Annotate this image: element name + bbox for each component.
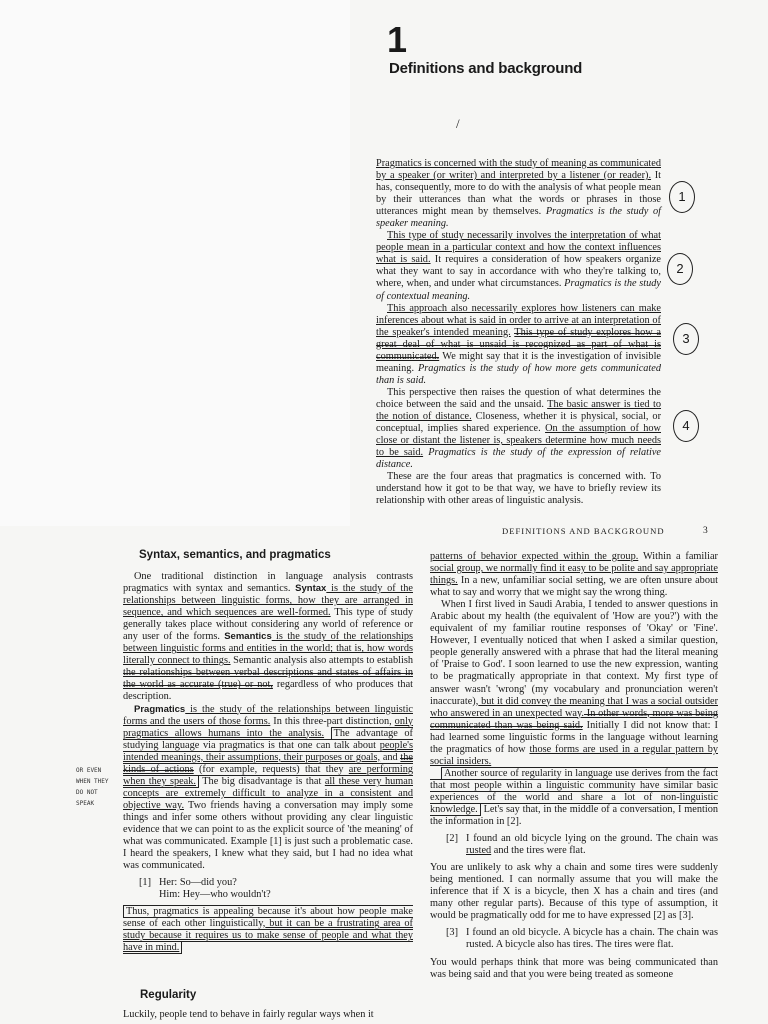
underlined-text: is the study of the relationships between linguistic forms and entities in the world; that is, how words literally connect to things. xyxy=(123,631,414,667)
body-text: Semantic analysis also attempts to establish xyxy=(230,655,413,667)
paragraph xyxy=(123,571,413,704)
paragraph xyxy=(430,862,718,922)
section-heading: Syntax, semantics, and pragmatics xyxy=(139,549,331,561)
term: Pragmatics xyxy=(134,703,186,715)
body-text: The big disadvantage is that xyxy=(198,775,325,787)
paragraph xyxy=(376,230,661,302)
underlined-text: The basic answer is tied to the notion of distance. xyxy=(376,398,662,422)
underlined-text: the kinds of actions xyxy=(123,751,413,775)
page-number: 3 xyxy=(703,526,708,536)
top-page-body xyxy=(376,158,661,507)
body-text: It requires a consideration of how speakers organize what they want to say in accordance with who they're talking to, where, when, and under what circumstances. xyxy=(376,254,661,290)
example-text-part: and the tires were flat. xyxy=(491,845,586,857)
circled-number: 4 xyxy=(673,410,699,442)
chapter-number: 1 xyxy=(387,19,408,60)
underlined-text: Pragmatics is concerned with the study of meaning as communicated by a speaker (or writer) and interpreted by a listener (or reader). xyxy=(376,158,661,182)
underlined-text: is the study of the relationships between linguistic forms and the users of those forms. xyxy=(123,703,413,727)
example-text xyxy=(466,833,718,857)
body-text: One traditional distinction in language analysis contrasts pragmatics with syntax and semantics. xyxy=(123,571,413,595)
example-line xyxy=(446,927,718,951)
right-column-body xyxy=(430,551,718,981)
body-text: Initially I did not know that: I had learned some linguistic forms in the language without learning the pragmatics of how xyxy=(430,719,718,755)
paragraph xyxy=(430,768,718,828)
circled-number: 2 xyxy=(667,253,693,285)
handwritten-margin-note: OR EVEN WHEN THEY DO NOT SPEAK xyxy=(76,767,109,807)
example-indent xyxy=(139,889,159,901)
underlined-text: all these very human concepts are extremely difficult to analyze in a consistent and objective way. xyxy=(123,775,413,811)
example-line xyxy=(139,889,413,901)
body-text: regardless of who produces that description. xyxy=(123,679,413,703)
example-3 xyxy=(446,927,718,951)
underlined-text: social group, we normally find it easy to be polite and say appropriate things. xyxy=(430,563,718,587)
example-number: [2] xyxy=(446,833,459,845)
definition: Pragmatics is the study of contextual meaning. xyxy=(376,278,661,302)
body-text: (for example, requests) that they xyxy=(193,763,349,775)
underlined-text: but it did convey the meaning that I was a social outsider who answered in an unexpected way. xyxy=(430,695,718,719)
example-1 xyxy=(139,877,413,901)
circled-number: 1 xyxy=(669,181,695,213)
example-line xyxy=(446,833,718,857)
definition: Pragmatics is the study of how more gets communicated than is said. xyxy=(376,362,661,386)
term: Syntax xyxy=(295,583,327,595)
body-text: This perspective then raises the question of what determines the choice between the said and the unsaid. xyxy=(376,386,661,410)
body-text: In this three-part distinction, xyxy=(270,715,395,727)
definition: Pragmatics is the study of the expression of relative distance. xyxy=(376,447,661,471)
body-text: We might say that it is the investigation of invisible meaning. xyxy=(376,350,661,374)
underlined-text: patterns of behavior expected within the group. xyxy=(430,551,639,562)
underlined-text: those forms are used in a regular pattern by social insiders. xyxy=(430,743,718,767)
example-line xyxy=(139,877,413,889)
body-text: The advantage of studying language via pragmatics is that one can talk about xyxy=(123,727,413,751)
circled-number: 3 xyxy=(673,323,699,355)
underlined-text: On the assumption of how close or distant the listener is, speakers determine how much needs to be said. xyxy=(376,423,661,459)
example-number: [1] xyxy=(139,877,152,889)
paragraph xyxy=(123,906,413,954)
body-text: Luckily, people tend to behave in fairly regular ways when it xyxy=(123,1009,374,1020)
paragraph xyxy=(430,957,718,981)
example-number: [3] xyxy=(446,927,459,939)
running-head: DEFINITIONS AND BACKGROUND xyxy=(502,526,665,536)
underlined-text: This type of study explores how a great deal of what is unsaid is recognized as part of what is communicated. xyxy=(376,326,661,362)
body-text: When I first lived in Saudi Arabia, I tended to answer questions in Arabic about my health (the equivalent of 'How are you?') with the equivalent of my familiar routine responses of 'Okay' or 'Fine'. However, I eventually noticed that when I asked a similar question, people generally answered with a phrase that had the literal meaning of 'Praise to God'. I soon learned to use the new expression, wanting to be pragmatically appropriate in that context. My first type of answer wasn't 'wrong' (my vocabulary and pronunciation weren't inaccurate), xyxy=(430,599,718,707)
body-text: Thus, pragmatics is appealing because it's about how people make sense of each other linguistically, xyxy=(123,906,413,930)
body-text: These are the four areas that pragmatics is concerned with. To understand how it got to be that way, we have to briefly review its relationship with other areas of linguistic analysis. xyxy=(376,471,661,507)
underlined-text: only pragmatics allows humans into the analysis. xyxy=(123,715,413,739)
body-text: This type of study generally takes place without considering any world of reference or any user of the forms. xyxy=(123,607,413,643)
underlined-text: In other words, more was being communicated than was being said. xyxy=(430,707,718,731)
underlined-text: This type of study necessarily involves the interpretation of what people mean in a particular context and how the context influences what is said. xyxy=(376,230,661,266)
underlined-text: rusted xyxy=(466,845,492,857)
body-text: You would perhaps think that more was being communicated than was being said and that you were being treated as someone xyxy=(430,956,718,980)
pen-mark: / xyxy=(456,116,460,131)
paragraph xyxy=(123,1009,413,1021)
boxed-text xyxy=(123,905,413,954)
body-text: Within a familiar xyxy=(638,551,718,562)
example-2 xyxy=(446,833,718,857)
example-text-part: I found an old bicycle lying on the ground. The chain was xyxy=(466,833,718,845)
paragraph xyxy=(376,471,661,507)
paragraph xyxy=(376,387,661,471)
paragraph xyxy=(123,704,413,873)
paragraph xyxy=(376,303,661,387)
paragraph xyxy=(376,158,661,230)
paragraph xyxy=(430,551,718,599)
left-column-tail xyxy=(123,1009,413,1021)
term: Semantics xyxy=(224,631,272,643)
underlined-text: This approach also necessarily explores how listeners can make inferences about what is said in order to arrive at an interpretation of the speaker's intended meaning. xyxy=(376,302,661,338)
body-text: Closeness, whether it is physical, social, or conceptual, implies shared experience. xyxy=(376,410,662,435)
body-text: You are unlikely to ask why a chain and some tires were suddenly being mentioned. I can normally assume that you will make the inference that if X is a bicycle, then X has a chain and tires (and many other regular parts). Because of this type of assumption, it would be pragmatically odd for me to have expressed [2] as [3]. xyxy=(430,862,718,922)
underlined-text: are performing when they speak. xyxy=(123,763,413,787)
blank-gutter xyxy=(0,0,350,526)
left-column-body xyxy=(123,571,413,954)
underlined-text: is the study of the relationships between linguistic forms, how they are arranged in sequence, and which sequences are well-formed. xyxy=(123,583,413,619)
underlined-text: but it can be a frustrating area of study because it requires us to make sense of people and what they have in mind. xyxy=(123,918,413,954)
paragraph xyxy=(430,599,718,768)
body-text: Two friends having a conversation may imply some things and infer some others without providing any clear linguistic evidence that we can point to as the explicit source of 'the meaning' of what was communicated. Example [1] is just such a problematic case. I heard the speakers, I knew what they said, but I had no idea what was communicated. xyxy=(123,799,413,872)
section-heading: Regularity xyxy=(140,989,197,1001)
body-text: In a new, unfamiliar social setting, we are often unsure about what to say and worry that we might say the wrong thing. xyxy=(430,575,718,599)
boxed-text: Another source of regularity in language use derives from the fact that most people within a linguistic community have similar basic experiences of the world and share a lot of non-linguistic knowledge. xyxy=(430,767,718,815)
example-text: Her: So—did you? xyxy=(159,877,237,889)
definition: Pragmatics is the study of speaker meaning. xyxy=(376,206,662,230)
underlined-text: people's intended meanings, their assumptions, their purposes or goals, xyxy=(123,739,413,763)
body-text: and xyxy=(380,751,401,763)
body-text: Let's say that, in the middle of a conversation, I mention the information in [2]. xyxy=(430,803,718,828)
example-text: Him: Hey—who wouldn't? xyxy=(159,889,271,901)
chapter-title: Definitions and background xyxy=(389,60,583,77)
body-text: It has, consequently, more to do with the analysis of what people mean by their utterances than what the words or phrases in those utterances might mean by themselves. xyxy=(376,170,661,218)
underlined-text: the relationships between verbal descriptions and states of affairs in the world as accurate (true) or not, xyxy=(123,667,413,691)
example-text: I found an old bicycle. A bicycle has a chain. The chain was rusted. A bicycle also has tires. The tires were flat. xyxy=(466,927,718,951)
